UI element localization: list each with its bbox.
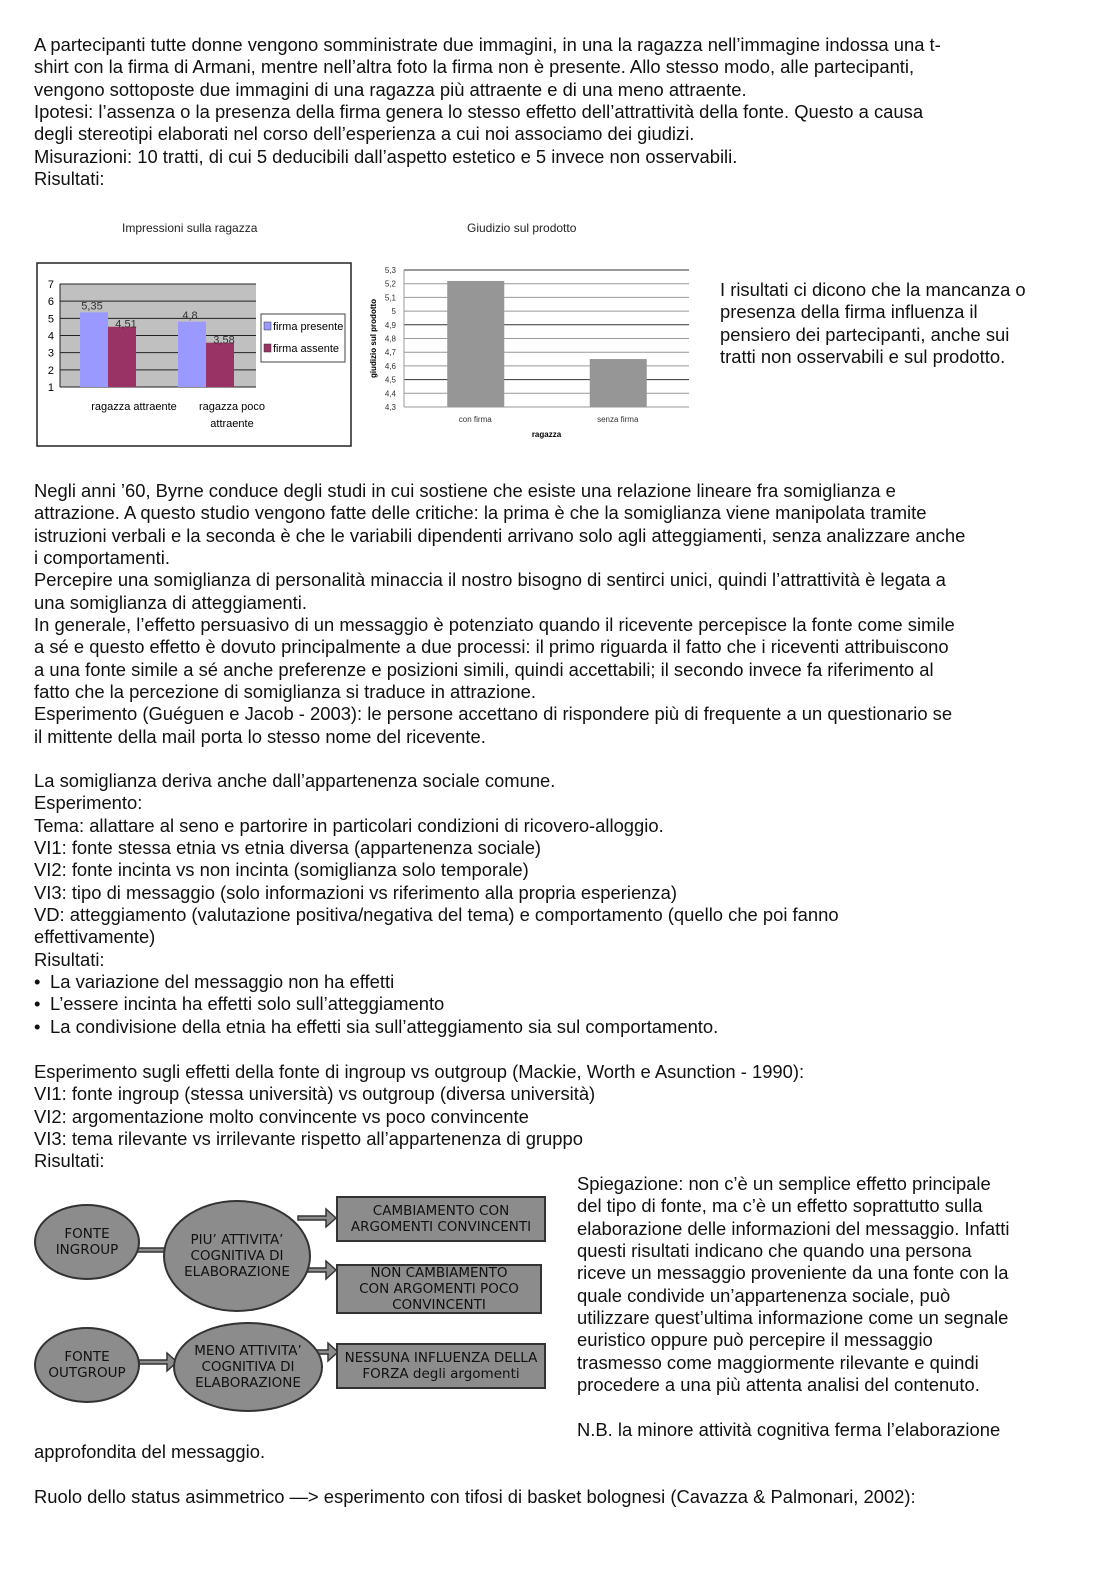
text-line: effettivamente) (34, 926, 156, 948)
y-tick-label: 4,8 (384, 334, 396, 344)
text-line: trasmesso come maggiormente rilevante e quindi (577, 1351, 979, 1373)
legend-label: firma assente (273, 343, 340, 355)
y-axis-label: giudizio sul prodotto (369, 298, 378, 379)
y-tick-label: 4,9 (384, 320, 396, 330)
bullet-item: • L’essere incinta ha effetti solo sull’atteggiamento (34, 993, 839, 1015)
text-line: euristico oppure può percepire il messaggio (577, 1329, 933, 1351)
y-tick-label: 4,5 (384, 375, 396, 385)
nb-line1: N.B. la minore attività cognitiva ferma l’elaborazione (577, 1419, 1001, 1440)
arrow-icon (298, 1209, 336, 1227)
y-tick-label: 5 (391, 307, 396, 317)
y-tick-label: 4,6 (384, 361, 396, 371)
text-line: Percepire una somiglianza di personalità minaccia il nostro bisogno di sentirci unici, quindi l’attrattività è legata a (34, 569, 946, 591)
text-line: I risultati ci dicono che la mancanza o (720, 279, 1026, 300)
text-line: utilizzare quest’ultima informazione come un segnale (577, 1307, 1009, 1329)
node-nessuna-influenza: NESSUNA INFLUENZA DELLA FORZA degli argomenti (336, 1343, 546, 1389)
y-tick-label: 5,1 (384, 293, 396, 303)
data-label: 5,35 (81, 300, 103, 313)
text-line: procedere a una più attenta analisi del contenuto. (577, 1374, 980, 1396)
node-cambiamento: CAMBIAMENTO CON ARGOMENTI CONVINCENTI (336, 1196, 546, 1242)
text-line: Esperimento: (34, 792, 143, 814)
text-line: istruzioni verbali e la seconda è che le variabili dipendenti arrivano solo agli atteggiamenti, senza analizzare anche (34, 524, 966, 546)
y-tick-label: 2 (47, 364, 54, 377)
text-line: Risultati: (34, 1150, 105, 1172)
bullet-item: • La condivisione della etnia ha effetti sia sull’atteggiamento sia sul comportamento. (34, 1016, 839, 1038)
node-fonte-outgroup: FONTE OUTGROUP (34, 1327, 140, 1403)
text-line: Ipotesi: l’assenza o la presenza della firma genera lo stesso effetto dell’attrattività della fonte. Questo a causa (34, 101, 924, 123)
y-tick-label: 4,3 (384, 403, 396, 412)
text-line: Risultati: (34, 168, 105, 190)
y-tick-label: 6 (47, 296, 54, 309)
text-line: elaborazione delle informazioni del messaggio. Infatti (577, 1217, 1010, 1239)
text-line: fatto che la percezione di somiglianza si traduce in attrazione. (34, 681, 536, 703)
spiegazione-paragraph (577, 1173, 1009, 1396)
text-line: una somiglianza di atteggiamenti. (34, 591, 307, 613)
text-line: Negli anni ’60, Byrne conduce degli studi in cui sostiene che esiste una relazione lineare fra somiglianza e (34, 480, 896, 501)
text-line: i comportamenti. (34, 547, 170, 569)
nb-line2: approfondita del messaggio. (34, 1441, 266, 1462)
y-tick-label: 4,7 (384, 348, 396, 358)
text-line: VI3: tema rilevante vs irrilevante rispetto all’appartenenza di gruppo (34, 1128, 583, 1150)
y-tick-label: 5,2 (384, 279, 396, 289)
y-tick-label: 4,4 (384, 389, 396, 399)
text-line: VI3: tipo di messaggio (solo informazioni vs riferimento alla propria esperienza) (34, 881, 677, 903)
text-line: presenza della firma influenza il (720, 301, 978, 323)
y-tick-label: 5 (47, 313, 54, 326)
x-tick-label: ragazza attraente (91, 401, 177, 413)
x-axis-label: ragazza (531, 430, 562, 439)
y-tick-label: 4 (47, 330, 54, 343)
y-tick-label: 5,3 (384, 266, 396, 275)
legend-label: firma presente (273, 321, 344, 333)
text-line: vengono sottoposte due immagini di una ragazza più attraente e di una meno attraente. (34, 78, 747, 100)
text-line: Spiegazione: non c’è un semplice effetto principale (577, 1173, 991, 1194)
arrow-icon (137, 1353, 177, 1371)
text-line: VI1: fonte stessa etnia vs etnia diversa (appartenenza sociale) (34, 837, 542, 859)
footer-line: Ruolo dello status asimmetrico —> esperimento con tifosi di basket bolognesi (Cavazza & Palmonari, 2002): (34, 1486, 916, 1507)
text-line: del tipo di fonte, ma c’è un effetto soprattutto sulla (577, 1195, 983, 1217)
bullet-item: • La variazione del messaggio non ha effetti (34, 971, 839, 993)
x-tick-label: ragazza poco attraente (198, 401, 266, 430)
text-line: il mittente della mail porta lo stesso nome del ricevente. (34, 725, 486, 747)
node-piu-attivita: PIU’ ATTIVITA’ COGNITIVA DI ELABORAZIONE (163, 1200, 311, 1312)
node-meno-attivita: MENO ATTIVITA’ COGNITIVA DI ELABORAZIONE (173, 1322, 323, 1412)
text-line: VI2: argomentazione molto convincente vs poco convincente (34, 1105, 529, 1127)
text-line: Misurazioni: 10 tratti, di cui 5 deducibili dall’aspetto estetico e 5 invece non osservabili. (34, 145, 738, 167)
text-line: riceve un messaggio proveniente da una fonte con la (577, 1262, 1009, 1284)
text-line: Tema: allattare al seno e partorire in particolari condizioni di ricovero-alloggio. (34, 814, 664, 836)
chart2-title: Giudizio sul prodotto (467, 221, 577, 235)
y-tick-label: 7 (47, 279, 54, 291)
text-line: Esperimento sugli effetti della fonte di ingroup vs outgroup (Mackie, Worth e Asunction - 1990): (34, 1061, 805, 1082)
text-line: VI1: fonte ingroup (stessa università) vs outgroup (diversa università) (34, 1083, 596, 1105)
data-label: 3,58 (213, 334, 235, 347)
text-line: In generale, l’effetto persuasivo di un messaggio è potenziato quando il ricevente percepisce la fonte come simile (34, 614, 955, 636)
text-line: a una fonte simile a sé anche preferenze e posizioni simili, quindi accettabili; il secondo invece fa riferimento al (34, 658, 934, 680)
y-tick-label: 3 (47, 347, 54, 360)
node-non-cambiamento: NON CAMBIAMENTO CON ARGOMENTI POCO CONVINCENTI (336, 1264, 542, 1314)
x-tick-label: senza firma (597, 415, 639, 424)
text-line: La somiglianza deriva anche dall’appartenenza sociale comune. (34, 770, 556, 791)
text-line: quale condivide un’appartenenza sociale, può (577, 1284, 951, 1306)
text-line: shirt con la firma di Armani, mentre nell’altra foto la firma non è presente. Allo stesso modo, alle partecipanti, (34, 56, 915, 78)
text-line: VI2: fonte incinta vs non incinta (somiglianza solo temporale) (34, 859, 529, 881)
text-line: Risultati: (34, 948, 105, 970)
chart1-title: Impressioni sulla ragazza (122, 221, 258, 235)
text-line: a sé e questo effetto è dovuto principalmente a due processi: il primo riguarda il fatto che i riceventi attribuiscono (34, 636, 949, 658)
x-tick-label: con firma (458, 415, 492, 424)
data-label: 4,51 (115, 318, 137, 331)
text-line: tratti non osservabili e sul prodotto. (720, 346, 1006, 368)
text-line: attrazione. A questo studio vengono fatte delle critiche: la prima è che la somiglianza viene manipolata tramite (34, 502, 927, 524)
text-line: Esperimento (Guéguen e Jacob - 2003): le persone accettano di rispondere più di frequente a un questionario se (34, 703, 953, 725)
text-line: degli stereotipi elaborati nel corso dell’esperienza a cui noi associamo dei giudizi. (34, 123, 695, 145)
y-tick-label: 1 (47, 382, 54, 394)
text-line: A partecipanti tutte donne vengono somministrate due immagini, in una la ragazza nell’immagine indossa una t- (34, 34, 941, 55)
text-line: questi risultati indicano che quando una persona (577, 1240, 972, 1262)
text-line: pensiero dei partecipanti, anche sui (720, 323, 1010, 345)
text-line: VD: atteggiamento (valutazione positiva/negativa del tema) e comportamento (quello che poi fanno (34, 904, 839, 926)
data-label: 4,8 (182, 309, 198, 322)
node-fonte-ingroup: FONTE INGROUP (34, 1204, 140, 1280)
